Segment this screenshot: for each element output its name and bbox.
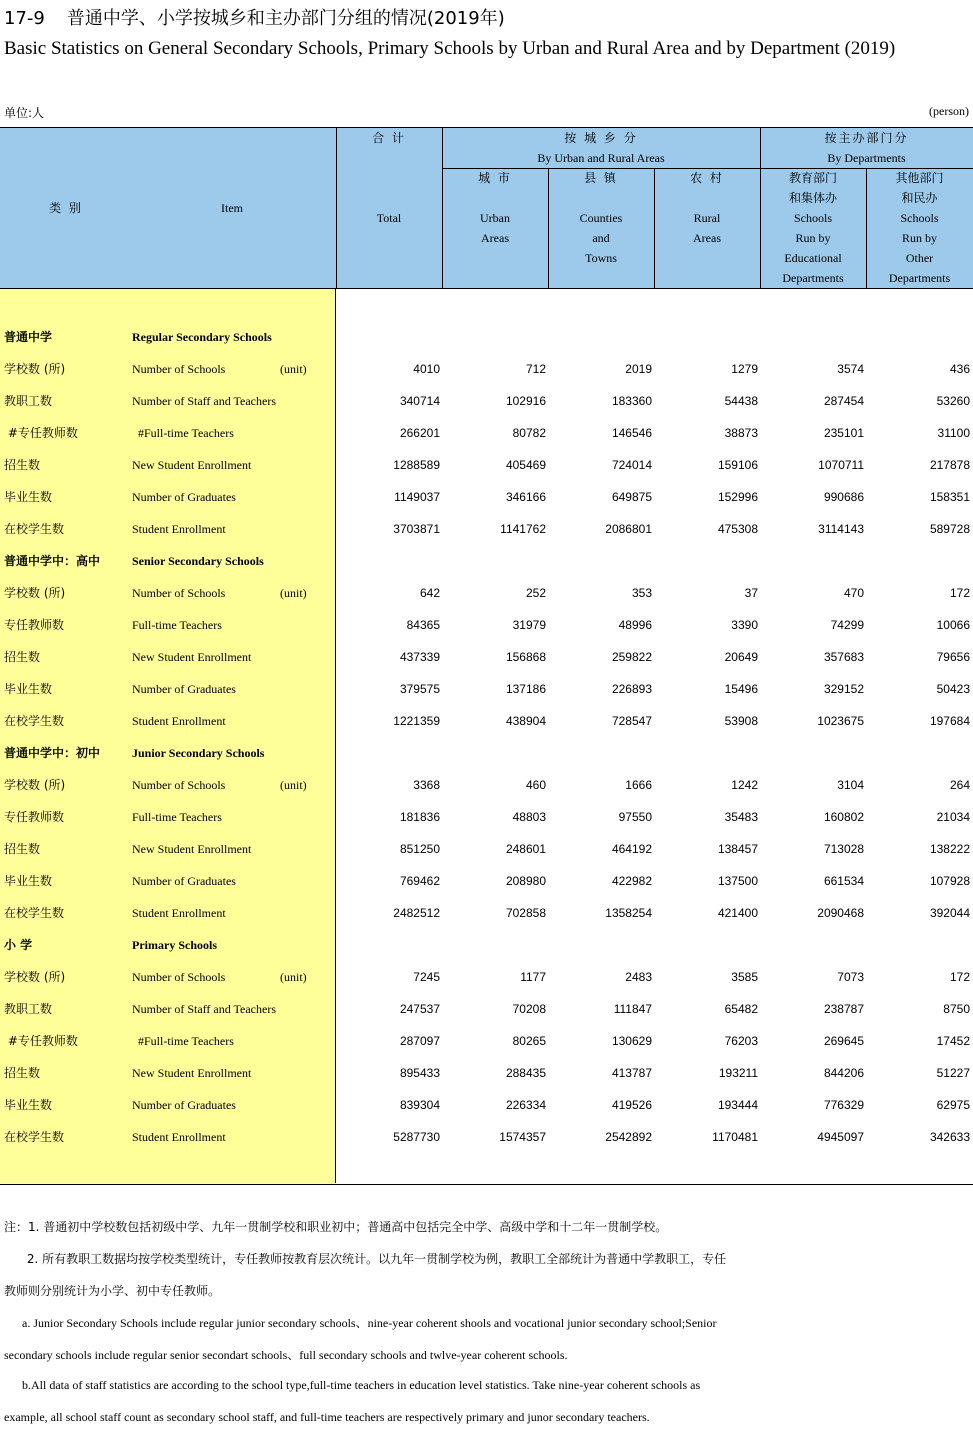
- cell-value: 269645: [823, 1034, 864, 1048]
- row-label-en: Number of Graduates: [132, 874, 236, 888]
- row-label-cn: #专任教师数: [4, 426, 78, 440]
- cell-value: 2019: [625, 362, 652, 376]
- cell-value: 712: [525, 362, 546, 376]
- table-title-cn: [4, 4, 505, 30]
- row-label-en: Number of Graduates: [132, 490, 236, 504]
- cell-value: 329152: [823, 682, 864, 696]
- cell-value: 3585: [731, 970, 758, 984]
- row-label-en: Number of Schools: [132, 778, 226, 792]
- cell-value: 3114143: [818, 522, 864, 536]
- cell-value: 181836: [399, 810, 440, 824]
- row-label-cn: 小 学: [4, 938, 33, 952]
- cell-value: 51227: [936, 1066, 970, 1080]
- cell-value: 74299: [830, 618, 864, 632]
- header-col-counties-cn: 县 镇: [584, 171, 618, 185]
- cell-value: 130629: [611, 1034, 652, 1048]
- cell-value: 288435: [505, 1066, 546, 1080]
- cell-value: 405469: [505, 458, 546, 472]
- header-urban-rural-en: By Urban and Rural Areas: [537, 151, 665, 165]
- cell-value: 53260: [936, 394, 970, 408]
- cell-value: 1242: [731, 778, 758, 792]
- cell-value: 146546: [611, 426, 652, 440]
- cell-value: 226334: [505, 1098, 546, 1112]
- header-col-edu-cn-1: 教育部门: [788, 171, 837, 185]
- table-title-text: 普通中学、小学按城乡和主办部门分组的情况(2019年): [66, 8, 505, 29]
- note-line: b.All data of staff statistics are according to the school type,full-time teachers in education level statistics. Take nine-year coherent schools as: [4, 1378, 701, 1392]
- cell-value: 379575: [399, 682, 440, 696]
- row-label-cn: 学校数 (所): [4, 970, 66, 984]
- header-col-counties-en-2: and: [592, 231, 610, 245]
- header-total-en: Total: [376, 211, 402, 225]
- note-line: a. Junior Secondary Schools include regular junior secondary schools、nine-year coherent shools and vocational junior secondary school;Senior: [4, 1316, 717, 1330]
- cell-value: 475308: [717, 522, 758, 536]
- header-col-urban-cn: 城 市: [478, 171, 512, 185]
- cell-value: 48996: [618, 618, 652, 632]
- row-label-en: Number of Schools: [132, 970, 226, 984]
- table-row: [0, 641, 973, 673]
- cell-value: 2090468: [817, 906, 864, 920]
- cell-value: 392044: [929, 906, 970, 920]
- cell-value: 159106: [717, 458, 758, 472]
- table-row: [0, 673, 973, 705]
- row-label-en: New Student Enrollment: [132, 650, 252, 664]
- cell-value: 4010: [413, 362, 440, 376]
- cell-value: 844206: [823, 1066, 864, 1080]
- cell-value: 340714: [399, 394, 440, 408]
- header-col-rural-cn: 农 村: [690, 171, 724, 185]
- cell-value: 702858: [505, 906, 546, 920]
- cell-value: 1279: [731, 362, 758, 376]
- cell-value: 138457: [717, 842, 758, 856]
- cell-value: 208980: [505, 874, 546, 888]
- cell-value: 1288589: [393, 458, 440, 472]
- cell-value: 54438: [724, 394, 758, 408]
- section-row: [0, 321, 973, 353]
- table-body: [0, 289, 973, 1185]
- row-label-en: Student Enrollment: [132, 1130, 226, 1144]
- header-col-other-cn-2: 和民办: [901, 191, 938, 205]
- table-row: [0, 1089, 973, 1121]
- unit-label-en: (person): [929, 104, 969, 118]
- table-row: [0, 353, 973, 385]
- cell-value: 97550: [618, 810, 652, 824]
- header-col-rural-en-1: Rural: [693, 211, 721, 225]
- cell-value: 226893: [611, 682, 652, 696]
- row-label-en: Number of Schools: [132, 586, 226, 600]
- cell-value: 15496: [724, 682, 758, 696]
- row-label-en: Number of Staff and Teachers: [132, 394, 276, 408]
- cell-value: 1574357: [499, 1130, 546, 1144]
- section-row: [0, 545, 973, 577]
- row-label-cn: 普通中学中：初中: [4, 746, 101, 760]
- header-col-edu-en-2: Run by: [795, 231, 831, 245]
- cell-value: 287454: [823, 394, 864, 408]
- row-unit: (unit): [280, 586, 307, 600]
- row-label-en: Full-time Teachers: [132, 810, 222, 824]
- table-row: [0, 705, 973, 737]
- row-label-en: Senior Secondary Schools: [132, 554, 264, 568]
- cell-value: 65482: [724, 1002, 758, 1016]
- cell-value: 589728: [929, 522, 970, 536]
- row-label-cn: 教职工数: [4, 394, 53, 408]
- note-line: 教师则分别统计为小学、初中专任教师。: [4, 1284, 221, 1298]
- section-row: [0, 929, 973, 961]
- cell-value: 264: [949, 778, 970, 792]
- table-row: [0, 769, 973, 801]
- cell-value: 235101: [823, 426, 864, 440]
- row-label-cn: 招生数: [4, 1066, 41, 1080]
- cell-value: 138222: [929, 842, 970, 856]
- row-label-cn: 普通中学中：高中: [4, 554, 101, 568]
- cell-value: 160802: [823, 810, 864, 824]
- cell-value: 1221359: [393, 714, 440, 728]
- cell-value: 197684: [929, 714, 970, 728]
- table-title-en: Basic Statistics on General Secondary Schools, Primary Schools by Urban and Rural Area and by Department (2019): [4, 38, 896, 59]
- cell-value: 2482512: [393, 906, 440, 920]
- row-label-cn: 招生数: [4, 842, 41, 856]
- cell-value: 661534: [823, 874, 864, 888]
- cell-value: 8750: [943, 1002, 970, 1016]
- cell-value: 172: [949, 586, 970, 600]
- cell-value: 437339: [399, 650, 440, 664]
- table-row: [0, 385, 973, 417]
- row-label-cn: 教职工数: [4, 1002, 53, 1016]
- cell-value: 259822: [611, 650, 652, 664]
- cell-value: 266201: [399, 426, 440, 440]
- note-line: 2. 所有教职工数据均按学校类型统计，专任教师按教育层次统计。以九年一贯制学校为例，教职工全部统计为普通中学教职工，专任: [4, 1252, 727, 1266]
- cell-value: 470: [843, 586, 864, 600]
- cell-value: 21034: [936, 810, 970, 824]
- header-col-other-en-2: Run by: [901, 231, 937, 245]
- section-row: [0, 737, 973, 769]
- cell-value: 53908: [724, 714, 758, 728]
- row-label-en: Full-time Teachers: [132, 618, 222, 632]
- cell-value: 464192: [611, 842, 652, 856]
- cell-value: 3390: [731, 618, 758, 632]
- row-label-cn: 在校学生数: [4, 522, 65, 536]
- header-col-other-en-1: Schools: [900, 211, 939, 225]
- row-label-cn: 专任教师数: [4, 618, 65, 632]
- row-label-cn: 毕业生数: [4, 490, 53, 504]
- cell-value: 70208: [512, 1002, 546, 1016]
- cell-value: 649875: [611, 490, 652, 504]
- header-departments-en: By Departments: [827, 151, 906, 165]
- row-label-cn: 学校数 (所): [4, 362, 66, 376]
- header-col-rural-en-2: Areas: [693, 231, 721, 245]
- cell-value: 37: [744, 586, 758, 600]
- cell-value: 10066: [936, 618, 970, 632]
- cell-value: 238787: [823, 1002, 864, 1016]
- note-line: secondary schools include regular senior secondart schools、full secondary schools and twlve-year coherent schools.: [4, 1348, 568, 1362]
- cell-value: 1177: [520, 970, 546, 984]
- table-row: [0, 1025, 973, 1057]
- row-label-cn: #专任教师数: [4, 1034, 78, 1048]
- cell-value: 990686: [823, 490, 864, 504]
- row-label-cn: 普通中学: [4, 330, 53, 344]
- row-label-cn: 毕业生数: [4, 874, 53, 888]
- cell-value: 353: [631, 586, 652, 600]
- cell-value: 38873: [724, 426, 758, 440]
- header-col-other-en-4: Departments: [888, 271, 951, 285]
- row-label-cn: 招生数: [4, 458, 41, 472]
- row-label-en: #Full-time Teachers: [132, 426, 234, 440]
- cell-value: 80782: [512, 426, 546, 440]
- cell-value: 346166: [505, 490, 546, 504]
- cell-value: 20649: [724, 650, 758, 664]
- cell-value: 769462: [399, 874, 440, 888]
- cell-value: 158351: [929, 490, 970, 504]
- table-row: [0, 481, 973, 513]
- note-line: example, all school staff count as secondary school staff, and full-time teachers are respectively primary and junor secondary teachers.: [4, 1410, 650, 1424]
- header-col-edu-cn-2: 和集体办: [788, 191, 837, 205]
- cell-value: 728547: [611, 714, 652, 728]
- cell-value: 172: [949, 970, 970, 984]
- cell-value: 84365: [406, 618, 440, 632]
- cell-value: 460: [525, 778, 546, 792]
- table-row: [0, 897, 973, 929]
- cell-value: 107928: [929, 874, 970, 888]
- header-col-edu-en-3: Educational: [784, 251, 842, 265]
- row-label-en: Number of Schools: [132, 362, 226, 376]
- cell-value: 111847: [613, 1002, 652, 1016]
- cell-value: 713028: [823, 842, 864, 856]
- row-label-cn: 学校数 (所): [4, 586, 66, 600]
- header-col-other-en-3: Other: [905, 251, 934, 265]
- table-row: [0, 993, 973, 1025]
- header-total-cn: 合 计: [372, 131, 406, 145]
- row-unit: (unit): [280, 362, 307, 376]
- cell-value: 76203: [724, 1034, 758, 1048]
- unit-label: 单位:人: [4, 106, 45, 120]
- row-label-cn: 毕业生数: [4, 682, 53, 696]
- cell-value: 247537: [399, 1002, 440, 1016]
- table-row: [0, 417, 973, 449]
- header-category-cn: 类 别: [49, 201, 83, 215]
- cell-value: 35483: [724, 810, 758, 824]
- cell-value: 31100: [937, 426, 970, 440]
- cell-value: 152996: [717, 490, 758, 504]
- header-departments-cn: 按主办部门分: [824, 131, 909, 145]
- header-item-en: Item: [221, 201, 243, 215]
- row-label-en: Student Enrollment: [132, 906, 226, 920]
- cell-value: 3574: [837, 362, 864, 376]
- cell-value: 7245: [413, 970, 440, 984]
- cell-value: 1070711: [818, 458, 864, 472]
- row-label-en: Regular Secondary Schools: [132, 330, 272, 344]
- table-row: [0, 865, 973, 897]
- row-label-en: Number of Graduates: [132, 1098, 236, 1112]
- table-row: [0, 801, 973, 833]
- row-label-en: Number of Graduates: [132, 682, 236, 696]
- row-label-cn: 专任教师数: [4, 810, 65, 824]
- cell-value: 183360: [611, 394, 652, 408]
- cell-value: 1023675: [817, 714, 864, 728]
- table-row: [0, 449, 973, 481]
- cell-value: 776329: [823, 1098, 864, 1112]
- cell-value: 438904: [505, 714, 546, 728]
- row-label-en: Student Enrollment: [132, 522, 226, 536]
- header-col-edu-en-4: Departments: [782, 271, 844, 285]
- cell-value: 895433: [399, 1066, 440, 1080]
- cell-value: 419526: [611, 1098, 652, 1112]
- header-urban-rural-cn: 按 城 乡 分: [564, 131, 638, 145]
- cell-value: 1358254: [605, 906, 652, 920]
- table-row: [0, 577, 973, 609]
- cell-value: 62975: [936, 1098, 970, 1112]
- cell-value: 642: [419, 586, 440, 600]
- table-header: [0, 127, 973, 289]
- cell-value: 357683: [823, 650, 864, 664]
- cell-value: 252: [525, 586, 546, 600]
- cell-value: 413787: [611, 1066, 652, 1080]
- cell-value: 193444: [717, 1098, 758, 1112]
- row-label-cn: 招生数: [4, 650, 41, 664]
- cell-value: 79656: [936, 650, 970, 664]
- row-unit: (unit): [280, 778, 307, 792]
- cell-value: 3703871: [393, 522, 440, 536]
- cell-value: 137500: [717, 874, 758, 888]
- cell-value: 217878: [929, 458, 970, 472]
- cell-value: 422982: [611, 874, 652, 888]
- row-label-en: Primary Schools: [132, 938, 217, 952]
- cell-value: 17452: [936, 1034, 970, 1048]
- row-label-cn: 毕业生数: [4, 1098, 53, 1112]
- cell-value: 2086801: [605, 522, 652, 536]
- cell-value: 1149037: [394, 490, 440, 504]
- table-number: 17-9: [4, 8, 45, 29]
- table-row: [0, 1121, 973, 1153]
- row-label-en: Junior Secondary Schools: [132, 746, 265, 760]
- cell-value: 421400: [717, 906, 758, 920]
- note-line: 注：1. 普通初中学校数包括初级中学、九年一贯制学校和职业初中；普通高中包括完全中学、高级中学和十二年一贯制学校。: [4, 1220, 668, 1234]
- header-col-counties-en-1: Counties: [579, 211, 623, 225]
- row-unit: (unit): [280, 970, 307, 984]
- table-row: [0, 1057, 973, 1089]
- table-row: [0, 609, 973, 641]
- row-label-cn: 在校学生数: [4, 906, 65, 920]
- cell-value: 1666: [625, 778, 652, 792]
- row-label-en: Student Enrollment: [132, 714, 226, 728]
- table-row: [0, 833, 973, 865]
- cell-value: 839304: [399, 1098, 440, 1112]
- cell-value: 7073: [837, 970, 864, 984]
- header-col-urban-en-2: Areas: [481, 231, 509, 245]
- cell-value: 851250: [399, 842, 440, 856]
- cell-value: 724014: [611, 458, 652, 472]
- row-label-en: New Student Enrollment: [132, 842, 252, 856]
- header-col-edu-en-1: Schools: [793, 211, 832, 225]
- cell-value: 248601: [505, 842, 546, 856]
- row-label-cn: 学校数 (所): [4, 778, 66, 792]
- cell-value: 48803: [512, 810, 546, 824]
- header-col-other-cn-1: 其他部门: [895, 171, 944, 185]
- cell-value: 193211: [718, 1066, 758, 1080]
- cell-value: 1141762: [500, 522, 546, 536]
- cell-value: 137186: [505, 682, 546, 696]
- cell-value: 50423: [936, 682, 970, 696]
- cell-value: 31979: [512, 618, 546, 632]
- cell-value: 2542892: [605, 1130, 652, 1144]
- cell-value: 4945097: [817, 1130, 864, 1144]
- table-row: [0, 513, 973, 545]
- table-row: [0, 961, 973, 993]
- cell-value: 2483: [625, 970, 652, 984]
- cell-value: 436: [949, 362, 970, 376]
- cell-value: 156868: [505, 650, 546, 664]
- cell-value: 3368: [413, 778, 440, 792]
- row-label-cn: 在校学生数: [4, 714, 65, 728]
- cell-value: 102916: [505, 394, 546, 408]
- row-label-en: #Full-time Teachers: [132, 1034, 234, 1048]
- row-label-cn: 在校学生数: [4, 1130, 65, 1144]
- cell-value: 342633: [929, 1130, 970, 1144]
- cell-value: 287097: [399, 1034, 440, 1048]
- row-label-en: New Student Enrollment: [132, 458, 252, 472]
- cell-value: 80265: [512, 1034, 546, 1048]
- header-col-urban-en-1: Urban: [480, 211, 510, 225]
- cell-value: 1170481: [712, 1130, 758, 1144]
- row-label-en: New Student Enrollment: [132, 1066, 252, 1080]
- cell-value: 3104: [837, 778, 864, 792]
- cell-value: 5287730: [393, 1130, 440, 1144]
- row-label-en: Number of Staff and Teachers: [132, 1002, 276, 1016]
- header-col-counties-en-3: Towns: [585, 251, 617, 265]
